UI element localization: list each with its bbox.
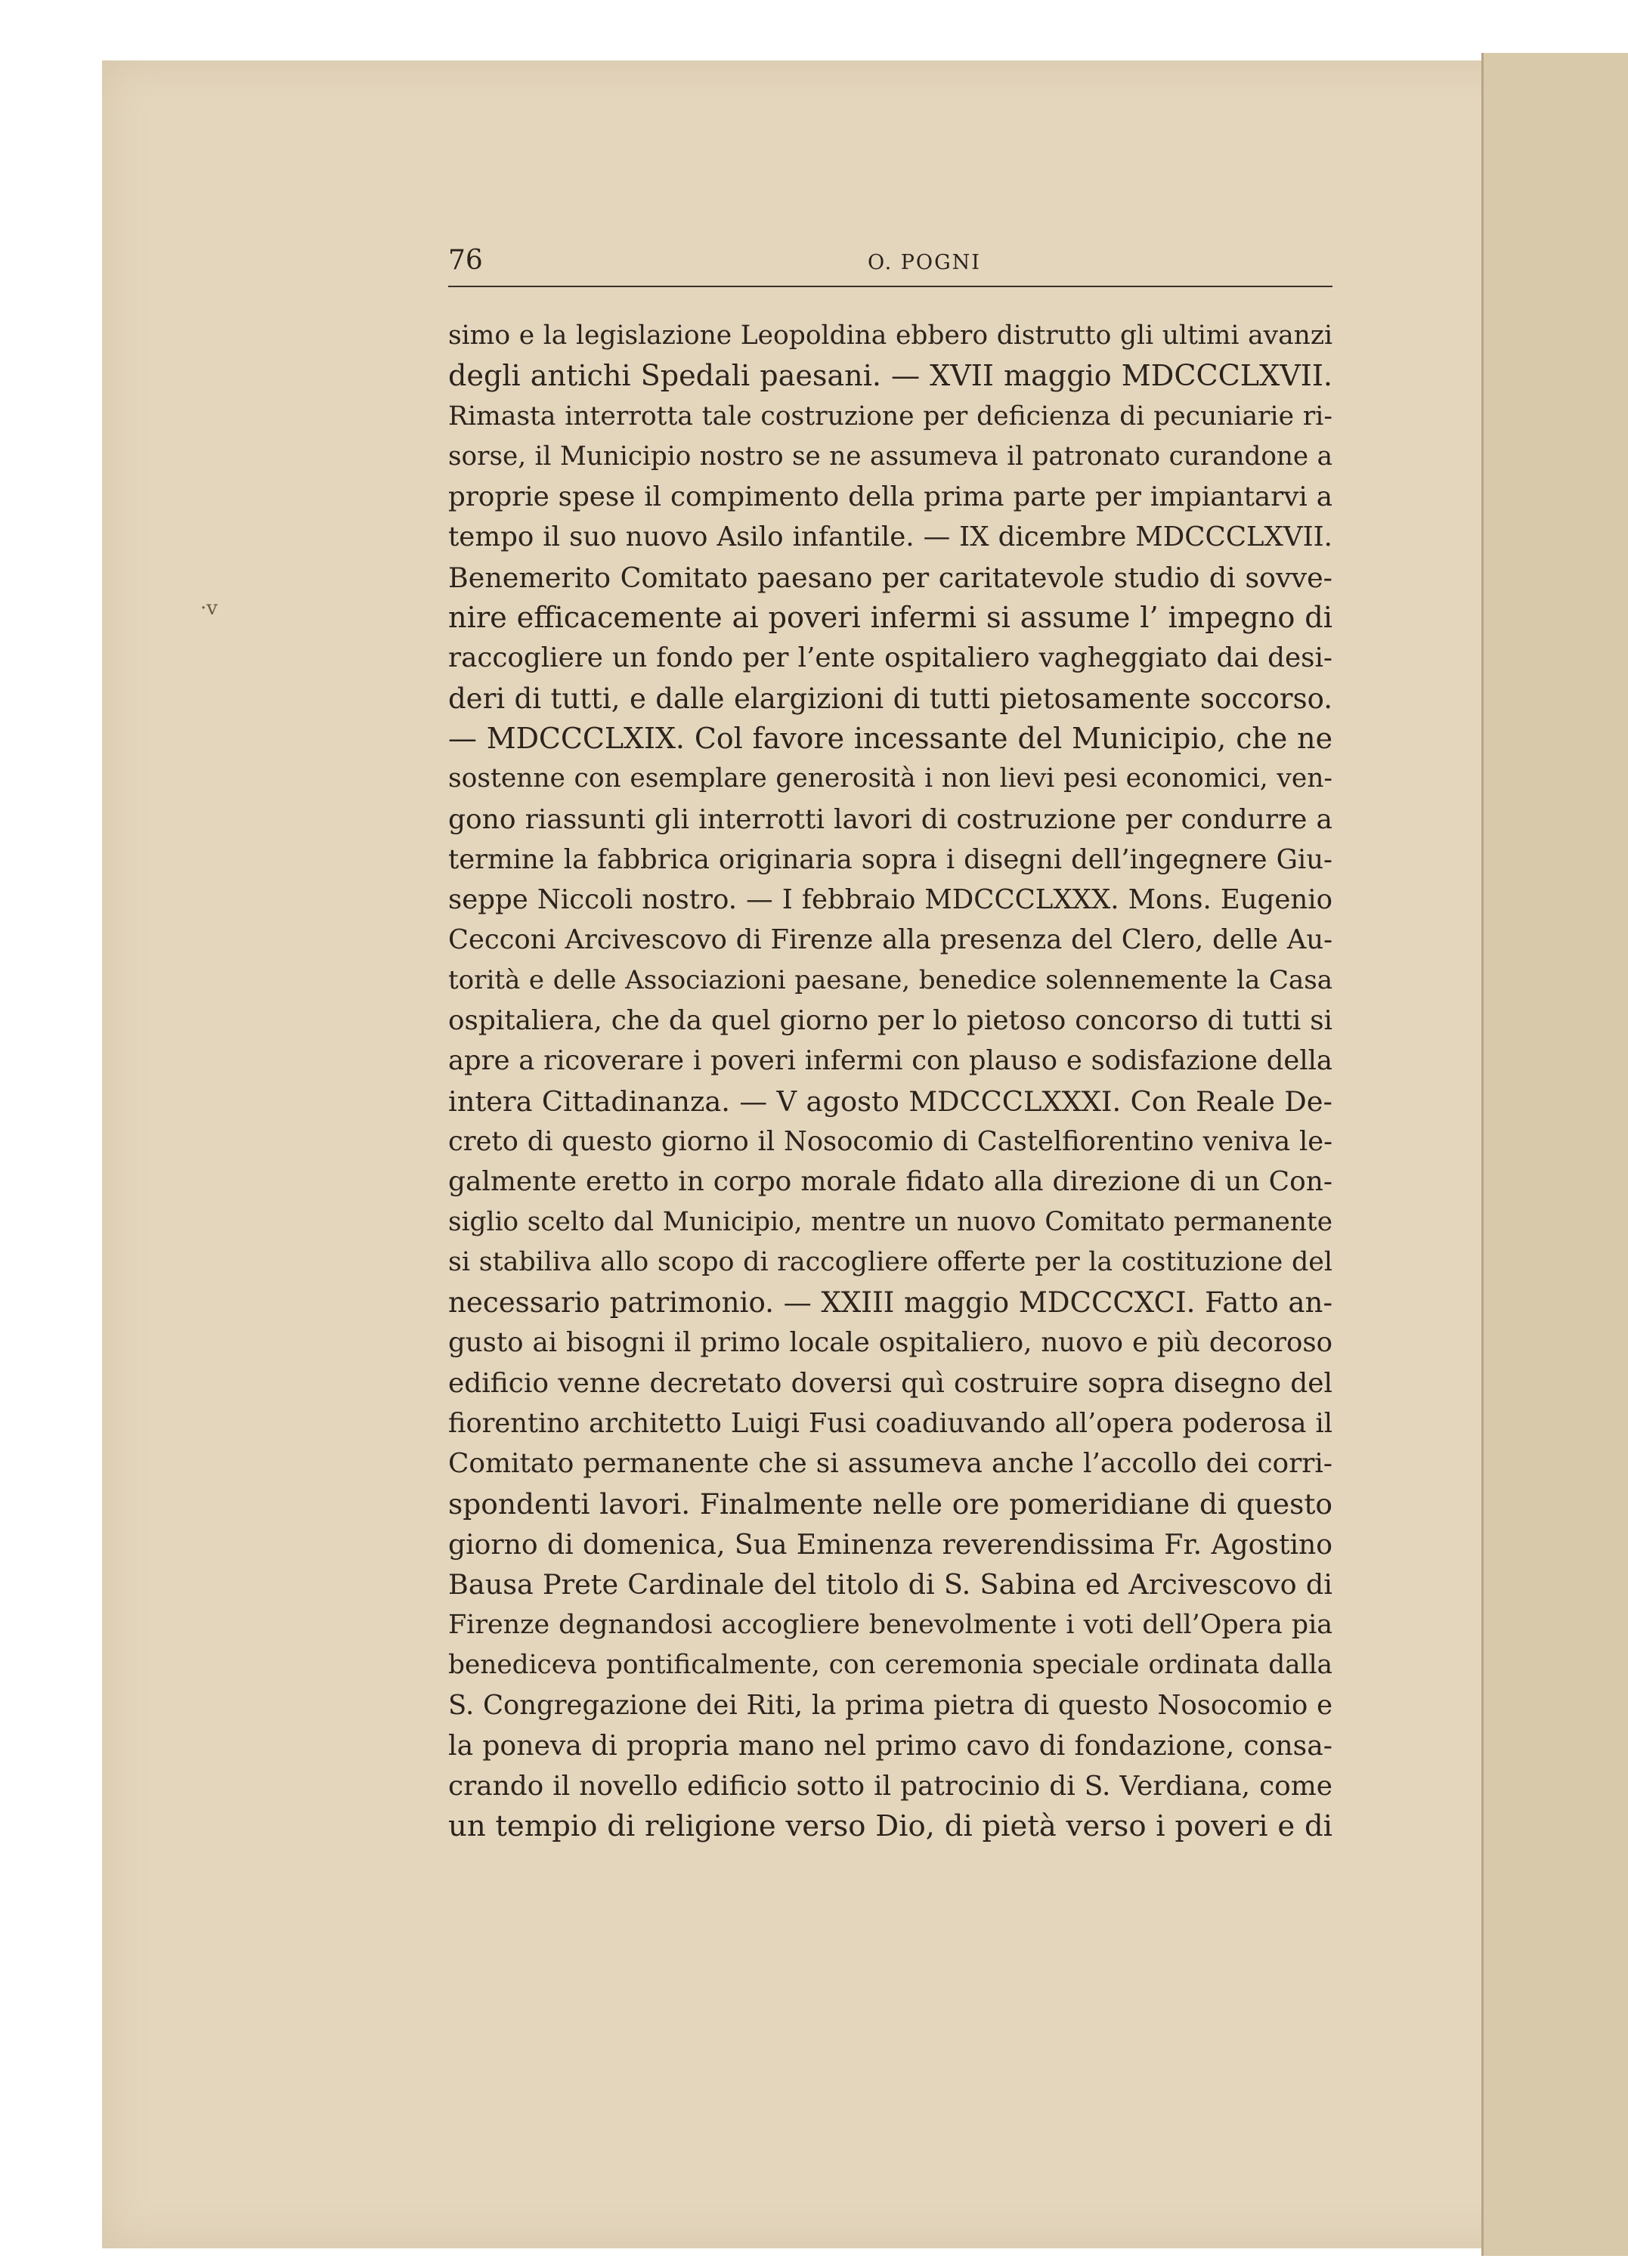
text-line: un tempio di religione verso Dio, di pietà verso i poveri e di <box>448 1809 1332 1843</box>
text-line: creto di questo giorno il Nosocomio di Castelfiorentino veniva le- <box>448 1125 1332 1157</box>
text-line: crando il novello edificio sotto il patrocinio di S. Verdiana, come <box>448 1770 1332 1802</box>
text-line: intera Cittadinanza. — V agosto MDCCCLXXXI. Con Reale De- <box>448 1084 1332 1118</box>
text-line: edificio venne decretato doversi quì costruire sopra disegno del <box>448 1367 1332 1399</box>
text-line: — MDCCCLXIX. Col favore incessante del Municipio, che ne <box>448 721 1332 755</box>
text-line: deri di tutti, e dalle elargizioni di tutti pietosamente soccorso. <box>448 682 1332 715</box>
text-line: sostenne con esemplare generosità i non lievi pesi economici, ven- <box>448 763 1332 794</box>
text-line: sorse, il Municipio nostro se ne assumeva il patronato curandone a <box>448 441 1332 472</box>
text-line: ospitaliera, che da quel giorno per lo pietoso concorso di tutti si <box>448 1005 1332 1037</box>
text-line: spondenti lavori. Finalmente nelle ore pomeridiane di questo <box>448 1487 1332 1521</box>
text-line: simo e la legislazione Leopoldina ebbero distrutto gli ultimi avanzi <box>448 320 1332 351</box>
text-line: nire efficacemente ai poveri infermi si assume l’ impegno di <box>448 601 1332 636</box>
text-line: termine la fabbrica originaria sopra i disegni dell’ingegnere Giu- <box>448 843 1332 875</box>
text-line: giorno di domenica, Sua Eminenza reverendissima Fr. Agostino <box>448 1527 1332 1561</box>
text-line: si stabiliva allo scopo di raccogliere offerte per la costituzione del <box>448 1246 1332 1277</box>
text-line: galmente eretto in corpo morale fidato alla direzione di un Con- <box>448 1166 1332 1198</box>
text-line: proprie spese il compimento della prima parte per impiantarvi a <box>448 481 1332 513</box>
running-header <box>448 240 1332 287</box>
text-line: Benemerito Comitato paesano per caritatevole studio di sovve- <box>448 561 1332 594</box>
text-line: apre a ricoverare i poveri infermi con plauso e sodisfazione della <box>448 1045 1332 1077</box>
text-line: tempo il suo nuovo Asilo infantile. — IX dicembre MDCCCLXVII. <box>448 521 1332 553</box>
body-text <box>448 316 1332 1846</box>
margin-mark: ·v <box>200 597 218 620</box>
text-line: S. Congregazione dei Riti, la prima pietra di questo Nosocomio e <box>448 1690 1332 1722</box>
running-author: O. POGNI <box>868 251 981 274</box>
page-number: 76 <box>448 245 483 276</box>
text-line: siglio scelto dal Municipio, mentre un nuovo Comitato permanente <box>448 1206 1332 1237</box>
text-line: raccogliere un fondo per l’ente ospitaliero vagheggiato dai desi- <box>448 642 1332 674</box>
text-line: la poneva di propria mano nel primo cavo di fondazione, consa- <box>448 1729 1332 1762</box>
text-line: seppe Niccoli nostro. — I febbraio MDCCCLXXX. Mons. Eugenio <box>448 884 1332 916</box>
text-line: Cecconi Arcivescovo di Firenze alla presenza del Clero, delle Au- <box>448 924 1332 956</box>
text-line: Bausa Prete Cardinale del titolo di S. Sabina ed Arcivescovo di <box>448 1568 1332 1601</box>
text-line: Firenze degnandosi accogliere benevolmente i voti dell’Opera pia <box>448 1609 1332 1640</box>
text-line: necessario patrimonio. — XXIII maggio MDCCCXCI. Fatto an- <box>448 1286 1332 1320</box>
text-line: gusto ai bisogni il primo locale ospitaliero, nuovo e più decoroso <box>448 1327 1332 1359</box>
adjacent-page-edge <box>1481 53 1628 2256</box>
text-line: Rimasta interrotta tale costruzione per deficienza di pecuniarie ri- <box>448 401 1332 432</box>
text-line: torità e delle Associazioni paesane, benedice solennemente la Casa <box>448 964 1332 995</box>
text-line: Comitato permanente che si assumeva anche l’accollo dei corri- <box>448 1448 1332 1480</box>
text-line: benediceva pontificalmente, con ceremonia speciale ordinata dalla <box>448 1649 1332 1680</box>
text-line: degli antichi Spedali paesani. — XVII maggio MDCCCLXVII. <box>448 359 1332 393</box>
text-line: fiorentino architetto Luigi Fusi coadiuvando all’opera poderosa il <box>448 1408 1332 1440</box>
text-line: gono riassunti gli interrotti lavori di costruzione per condurre a <box>448 803 1332 835</box>
